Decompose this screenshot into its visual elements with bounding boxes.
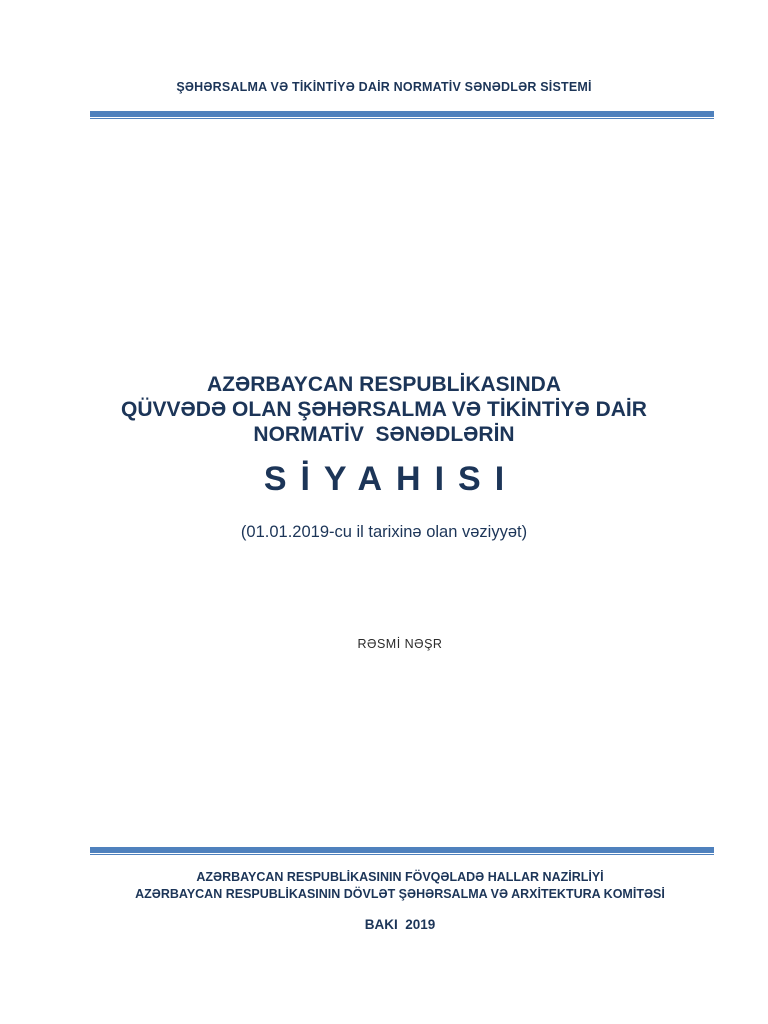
top-divider bbox=[90, 111, 714, 119]
publishers-block bbox=[0, 869, 768, 903]
publisher-committee: AZƏRBAYCAN RESPUBLİKASININ DÖVLƏT ŞƏHƏRSALMA VƏ ARXİTEKTURA KOMİTƏSİ bbox=[135, 887, 665, 901]
title-line-2: QÜVVƏDƏ OLAN ŞƏHƏRSALMA VƏ TİKİNTİYƏ DAİR bbox=[121, 398, 647, 421]
list-heading: SİYAHISI bbox=[263, 460, 519, 498]
title-line-3: NORMATİV SƏNƏDLƏRİN bbox=[253, 423, 515, 446]
status-date: (01.01.2019-cu il tarixinə olan vəziyyət) bbox=[240, 523, 528, 541]
bottom-divider-thin-line bbox=[90, 854, 714, 855]
document-title bbox=[0, 372, 768, 447]
city-year: BAKI 2019 bbox=[364, 917, 436, 932]
publisher-ministry: AZƏRBAYCAN RESPUBLİKASININ FÖVQƏLADƏ HALLAR NAZİRLİYİ bbox=[196, 870, 604, 884]
top-divider-thin-line bbox=[90, 118, 714, 119]
top-divider-thick-line bbox=[90, 111, 714, 117]
title-line-1: AZƏRBAYCAN RESPUBLİKASINDA bbox=[207, 373, 561, 396]
series-header: ŞƏHƏRSALMA VƏ TİKİNTİYƏ DAİR NORMATİV SƏNƏDLƏR SİSTEMİ bbox=[176, 80, 592, 94]
bottom-divider bbox=[90, 847, 714, 855]
official-edition-label: RƏSMİ NƏŞR bbox=[357, 637, 443, 651]
bottom-divider-thick-line bbox=[90, 847, 714, 853]
